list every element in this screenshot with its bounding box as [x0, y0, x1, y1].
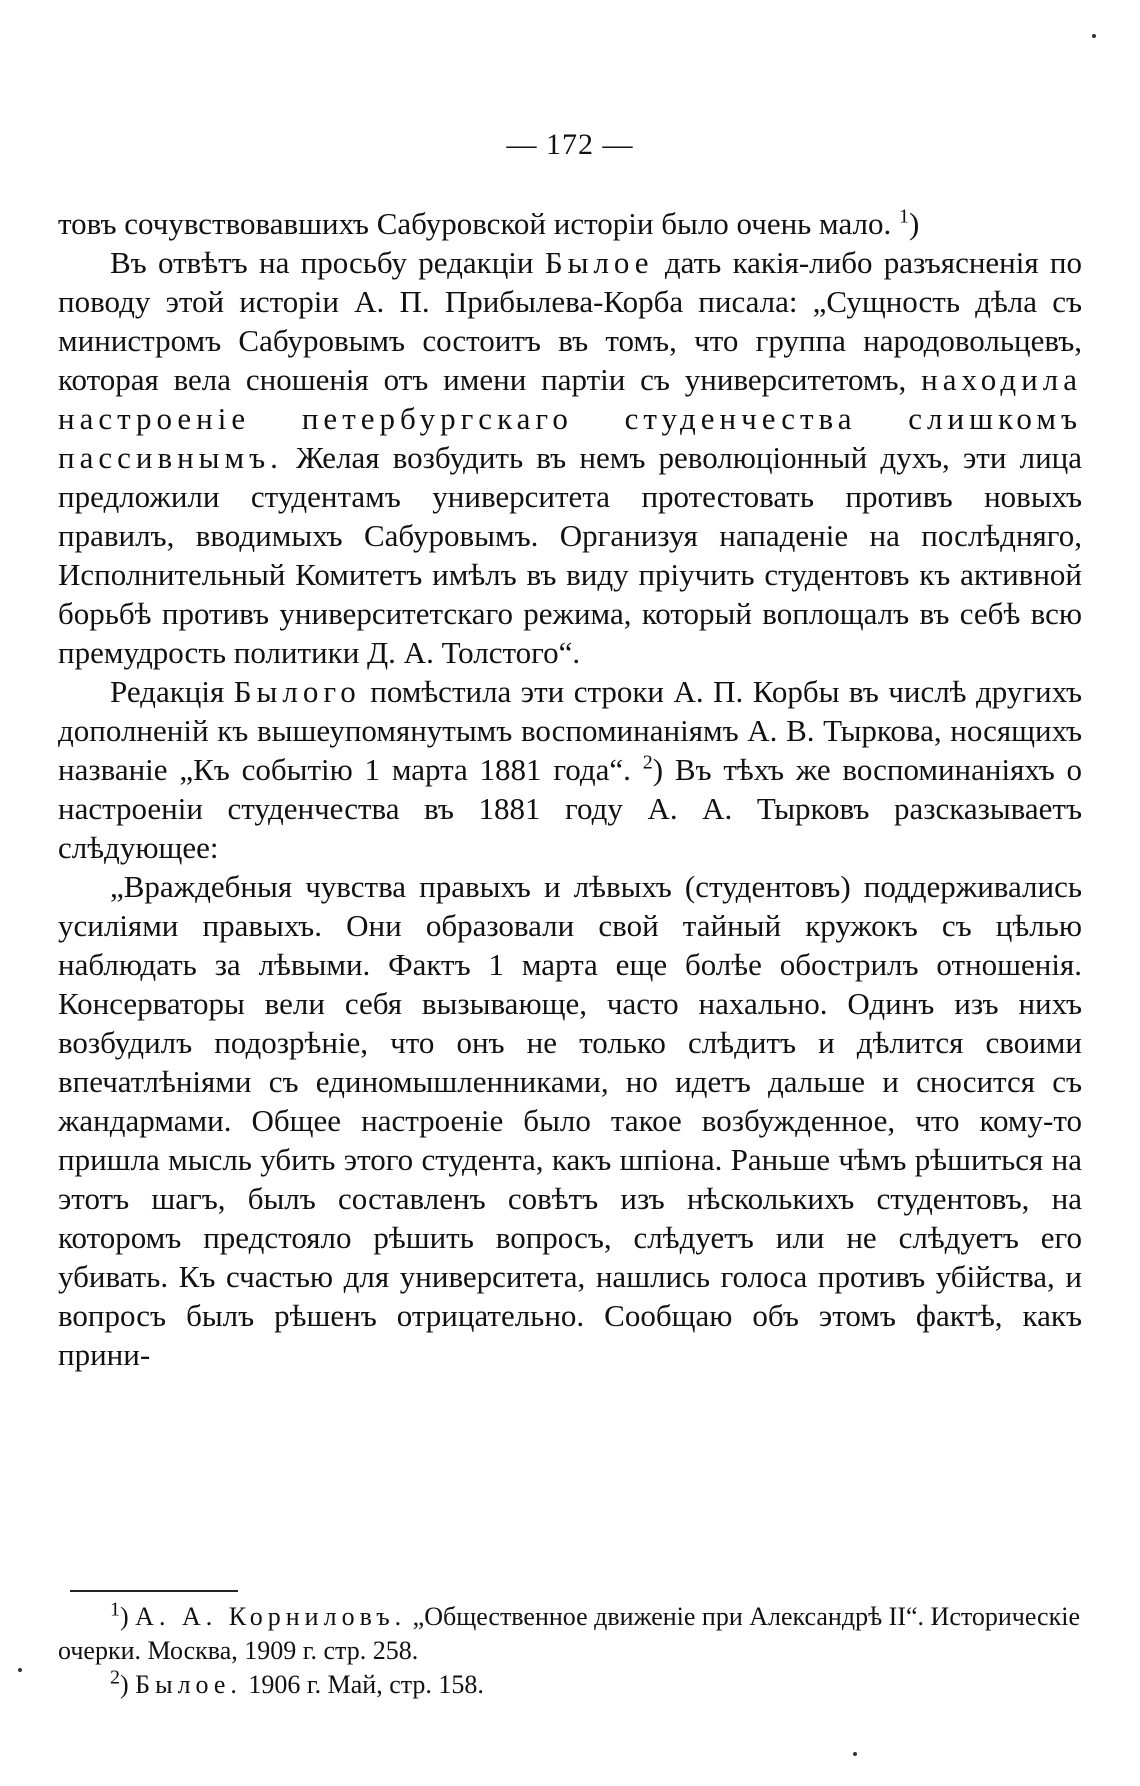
print-speck — [1092, 34, 1096, 38]
footnote-2: $^2$) Былое. 1906 г. Май, стр. 158. — [110, 1666, 484, 1699]
print-speck — [853, 1752, 857, 1756]
footnote-ref-2[interactable]: 2 — [642, 751, 653, 774]
footnote-ref-1[interactable]: 1 — [898, 205, 909, 228]
main-text — [58, 204, 1082, 1374]
paragraph-3: Редакція Былого помѣстила эти строки А. П. Корбы въ числѣ другихъ дополненій къ вышеупомянутымъ воспоминаніямъ А. В. Тыркова, носящихъ названіе „Къ событію 1 марта 1881 года“. $^2$) Въ тѣхъ же воспоминаніяхъ о настроеніи студенчества въ 1881 году А. А. Тырковъ разсказываетъ слѣдующее: — [58, 674, 1083, 865]
print-speck — [18, 1668, 22, 1672]
journal-title: Былое — [544, 245, 654, 280]
emphasis-text: находила настроеніе петербургскаго студенчества слишкомъ пассивнымъ. — [58, 362, 1082, 475]
paragraph-2: Въ отвѣтъ на просьбу редакціи Былое дать какія-либо разъясненія по поводу этой исторіи А. П. Прибылева-Корба писала: „Сущность дѣла съ министромъ Сабуровымъ состоитъ въ томъ, что группа народовольцевъ, которая вела сношенія отъ имени партіи съ университетомъ, находила настроеніе петербургскаго студенчества слишкомъ пассивнымъ. Желая возбудить въ немъ революціонный духъ, эти лица предложили студентамъ университета протестовать противъ новыхъ правилъ, вводимыхъ Сабуровымъ. Организуя нападеніе на послѣдняго, Исполнительный Комитетъ имѣлъ въ виду пріучить студентовъ къ активной борьбѣ противъ университетскаго режима, который воплощалъ въ себѣ всю премудрость политики Д. А. Толстого“. — [58, 245, 1083, 670]
paragraph-1: товъ сочувствовавшихъ Сабуровской исторіи было очень мало. $^1$) — [58, 205, 920, 241]
footnote-author: А. А. Корниловъ. — [135, 1602, 407, 1631]
footnote-source: Былое. — [135, 1670, 242, 1699]
footnotes — [58, 1600, 1082, 1702]
footnote-divider — [70, 1590, 238, 1592]
journal-title: Былого — [233, 674, 361, 709]
footnote-1: $^1$) А. А. Корниловъ. „Общественное движеніе при Александрѣ II“. Историческіе очерки. Москва, 1909 г. стр. 258. — [58, 1598, 1080, 1665]
paragraph-4-quote: „Враждебныя чувства правыхъ и лѣвыхъ (студентовъ) поддерживались усиліями правыхъ. Они образовали свой тайный кружокъ съ цѣлью наблюдать за лѣвыми. Фактъ 1 марта еще болѣе обострилъ отношенія. Консерваторы вели себя вызывающе, часто нахально. Одинъ изъ нихъ возбудилъ подозрѣніе, что онъ не только слѣдитъ и дѣлится своими впечатлѣніями съ единомышленниками, но идетъ дальше и сносится съ жандармами. Общее настроеніе было такое возбужденное, что кому-то пришла мысль убить этого студента, какъ шпіона. Раньше чѣмъ рѣшиться на этотъ шагъ, былъ составленъ совѣтъ изъ нѣсколькихъ студентовъ, на которомъ предстояло рѣшить вопросъ, слѣдуетъ или не слѣдуетъ его убивать. Къ счастью для университета, нашлись голоса противъ убійства, и вопросъ былъ рѣшенъ отрицательно. Сообщаю объ этомъ фактѣ, какъ прини- — [58, 869, 1082, 1372]
page-number: — 172 — — [506, 128, 634, 161]
